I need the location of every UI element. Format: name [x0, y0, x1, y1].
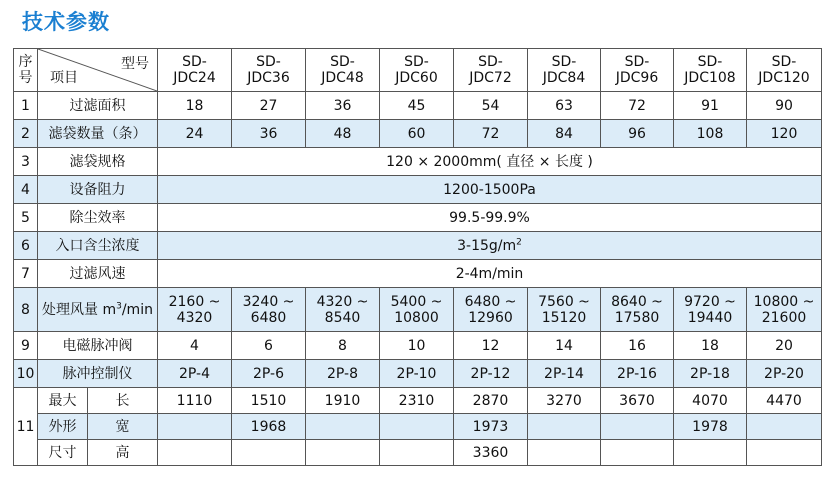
row-index: 10 — [14, 360, 38, 388]
value-cell: 1978 — [674, 414, 747, 440]
value-cell: 36 — [306, 92, 380, 120]
header-row — [14, 49, 822, 92]
value-cell: 120 — [747, 120, 822, 148]
dimension-axis: 宽 — [88, 414, 158, 440]
value-cell: 2P-14 — [528, 360, 601, 388]
model-header — [232, 49, 306, 92]
dimension-axis: 长 — [88, 388, 158, 414]
value-cell — [158, 440, 232, 466]
model-prefix: SD- — [182, 54, 207, 70]
value-cell: 24 — [158, 120, 232, 148]
section-title: 技术参数 — [22, 10, 110, 34]
table-row — [14, 332, 822, 360]
model-code: JDC72 — [469, 70, 512, 86]
model-label: 型号 — [121, 56, 149, 72]
value-cell: 2P-12 — [454, 360, 528, 388]
dimension-label: 外形 — [38, 414, 88, 440]
model-prefix: SD- — [330, 54, 355, 70]
value-cell: 2P-10 — [380, 360, 454, 388]
model-header — [158, 49, 232, 92]
model-prefix: SD- — [256, 54, 281, 70]
range-start: 9720 ~ — [684, 293, 736, 310]
value-cell — [528, 414, 601, 440]
spanned-value — [158, 176, 822, 204]
airflow-cell — [380, 288, 454, 332]
range-start: 6480 ~ — [464, 293, 517, 310]
value-cell: 4 — [158, 332, 232, 360]
row-index: 11 — [14, 388, 38, 466]
value-cell: 3270 — [528, 388, 601, 414]
value-cell: 60 — [380, 120, 454, 148]
value-cell: 2P-18 — [674, 360, 747, 388]
range-start: 10800 ~ — [753, 293, 815, 310]
spanned-value — [158, 232, 822, 260]
value-cell: 1973 — [454, 414, 528, 440]
row-label: 过滤面积 — [38, 92, 158, 120]
spanned-value — [158, 204, 822, 232]
value-cell: 18 — [158, 92, 232, 120]
value-cell: 3670 — [601, 388, 674, 414]
model-prefix: SD- — [697, 54, 723, 70]
value-cell: 2P-20 — [747, 360, 822, 388]
airflow-cell — [454, 288, 528, 332]
seq-header-top: 序 — [18, 54, 33, 70]
value-cell: 2310 — [380, 388, 454, 414]
table-row — [14, 360, 822, 388]
model-code: JDC60 — [395, 70, 438, 86]
airflow-cell — [528, 288, 601, 332]
row-index: 7 — [14, 260, 38, 288]
value-cell: 27 — [232, 92, 306, 120]
table-row — [14, 440, 822, 466]
model-code: JDC84 — [542, 70, 586, 86]
range-start: 2160 ~ — [168, 293, 221, 310]
airflow-cell — [232, 288, 306, 332]
value-cell — [380, 414, 454, 440]
table-row — [14, 176, 822, 204]
value-cell — [674, 440, 747, 466]
model-header — [601, 49, 674, 92]
row-index: 5 — [14, 204, 38, 232]
model-code: JDC96 — [615, 70, 659, 86]
table-row — [14, 204, 822, 232]
value-cell: 2P-8 — [306, 360, 380, 388]
range-end: 12960 — [468, 309, 513, 326]
row-index: 6 — [14, 232, 38, 260]
value-cell: 90 — [747, 92, 822, 120]
row-label: 电磁脉冲阀 — [38, 332, 158, 360]
airflow-cell — [674, 288, 747, 332]
model-header — [306, 49, 380, 92]
spanned-value — [158, 260, 822, 288]
airflow-cell — [747, 288, 822, 332]
value-cell: 91 — [674, 92, 747, 120]
row-label: 脉冲控制仪 — [38, 360, 158, 388]
model-code: JDC48 — [321, 70, 364, 86]
value-cell — [380, 440, 454, 466]
airflow-cell — [601, 288, 674, 332]
range-start: 5400 ~ — [390, 293, 443, 310]
range-end: 8540 — [324, 309, 361, 326]
row-index: 3 — [14, 148, 38, 176]
value-cell: 54 — [454, 92, 528, 120]
value-cell: 63 — [528, 92, 601, 120]
value-cell — [232, 440, 306, 466]
range-start: 4320 ~ — [316, 293, 369, 310]
value-cell: 2P-16 — [601, 360, 674, 388]
value-cell: 14 — [528, 332, 601, 360]
row-label: 滤袋数量（条） — [38, 120, 158, 148]
dimension-label: 尺寸 — [38, 440, 88, 466]
table-row — [14, 388, 822, 414]
value-cell: 18 — [674, 332, 747, 360]
row-label: 滤袋规格 — [38, 148, 158, 176]
value-cell: 1110 — [158, 388, 232, 414]
value-cell: 4070 — [674, 388, 747, 414]
model-prefix: SD- — [404, 54, 429, 70]
value-text: 120 × 2000mm( 直径 × 长度 ) — [386, 153, 593, 170]
range-end: 10800 — [394, 309, 439, 326]
model-header — [528, 49, 601, 92]
spec-table — [13, 48, 822, 466]
value-cell: 48 — [306, 120, 380, 148]
value-text: 3-15g/m — [457, 237, 517, 254]
row-label: 除尘效率 — [38, 204, 158, 232]
label-text: 处理风量 m — [42, 301, 117, 318]
value-text: 99.5-99.9% — [449, 209, 530, 226]
model-code: JDC24 — [173, 70, 216, 86]
range-end: 19440 — [687, 309, 733, 326]
row-index: 1 — [14, 92, 38, 120]
seq-header — [14, 49, 38, 92]
table-row — [14, 232, 822, 260]
value-cell — [601, 440, 674, 466]
range-end: 6480 — [250, 309, 287, 326]
value-cell — [601, 414, 674, 440]
value-cell: 1510 — [232, 388, 306, 414]
range-end: 17580 — [614, 309, 660, 326]
value-text: 2-4m/min — [455, 265, 524, 282]
table-row — [14, 92, 822, 120]
label-tail: /min — [121, 301, 153, 318]
row-index: 4 — [14, 176, 38, 204]
spanned-value — [158, 148, 822, 176]
dimension-axis: 高 — [88, 440, 158, 466]
table-row — [14, 288, 822, 332]
model-code: JDC108 — [684, 70, 736, 86]
row-index: 8 — [14, 288, 38, 332]
value-cell: 8 — [306, 332, 380, 360]
value-cell: 2P-6 — [232, 360, 306, 388]
model-header — [674, 49, 747, 92]
value-cell: 1910 — [306, 388, 380, 414]
item-label: 项目 — [50, 70, 78, 86]
model-prefix: SD- — [624, 54, 650, 70]
value-cell: 12 — [454, 332, 528, 360]
table-row — [14, 120, 822, 148]
model-header — [380, 49, 454, 92]
value-cell: 2P-4 — [158, 360, 232, 388]
value-cell: 10 — [380, 332, 454, 360]
value-cell — [306, 414, 380, 440]
value-text: 1200-1500Pa — [443, 181, 536, 198]
value-cell — [528, 440, 601, 466]
superscript: 2 — [516, 236, 522, 247]
value-cell: 84 — [528, 120, 601, 148]
value-cell: 20 — [747, 332, 822, 360]
model-prefix: SD- — [771, 54, 797, 70]
value-cell: 1968 — [232, 414, 306, 440]
superscript: 3 — [116, 300, 122, 311]
value-cell: 96 — [601, 120, 674, 148]
value-cell — [306, 440, 380, 466]
value-cell: 16 — [601, 332, 674, 360]
dimension-label: 最大 — [38, 388, 88, 414]
airflow-cell — [158, 288, 232, 332]
model-prefix: SD- — [551, 54, 577, 70]
range-start: 8640 ~ — [611, 293, 663, 310]
row-label: 设备阻力 — [38, 176, 158, 204]
value-cell: 2870 — [454, 388, 528, 414]
row-index: 2 — [14, 120, 38, 148]
range-start: 3240 ~ — [242, 293, 295, 310]
row-index: 9 — [14, 332, 38, 360]
value-cell — [747, 414, 822, 440]
model-prefix: SD- — [478, 54, 503, 70]
row-label: 入口含尘浓度 — [38, 232, 158, 260]
value-cell — [158, 414, 232, 440]
model-code: JDC36 — [247, 70, 290, 86]
range-end: 21600 — [761, 309, 807, 326]
row-label: 过滤风速 — [38, 260, 158, 288]
model-code: JDC120 — [758, 70, 810, 86]
airflow-cell — [306, 288, 380, 332]
table-row — [14, 414, 822, 440]
range-start: 7560 ~ — [538, 293, 590, 310]
model-header — [454, 49, 528, 92]
value-cell: 6 — [232, 332, 306, 360]
value-cell: 3360 — [454, 440, 528, 466]
value-cell: 45 — [380, 92, 454, 120]
value-cell: 72 — [601, 92, 674, 120]
row-label — [38, 288, 158, 332]
value-cell: 72 — [454, 120, 528, 148]
value-cell: 108 — [674, 120, 747, 148]
value-cell: 4470 — [747, 388, 822, 414]
value-cell: 36 — [232, 120, 306, 148]
table-row — [14, 260, 822, 288]
range-end: 15120 — [541, 309, 587, 326]
value-cell — [747, 440, 822, 466]
diagonal-header — [38, 49, 158, 92]
model-header — [747, 49, 822, 92]
table-row — [14, 148, 822, 176]
seq-header-bottom: 号 — [18, 70, 33, 86]
range-end: 4320 — [176, 309, 213, 326]
